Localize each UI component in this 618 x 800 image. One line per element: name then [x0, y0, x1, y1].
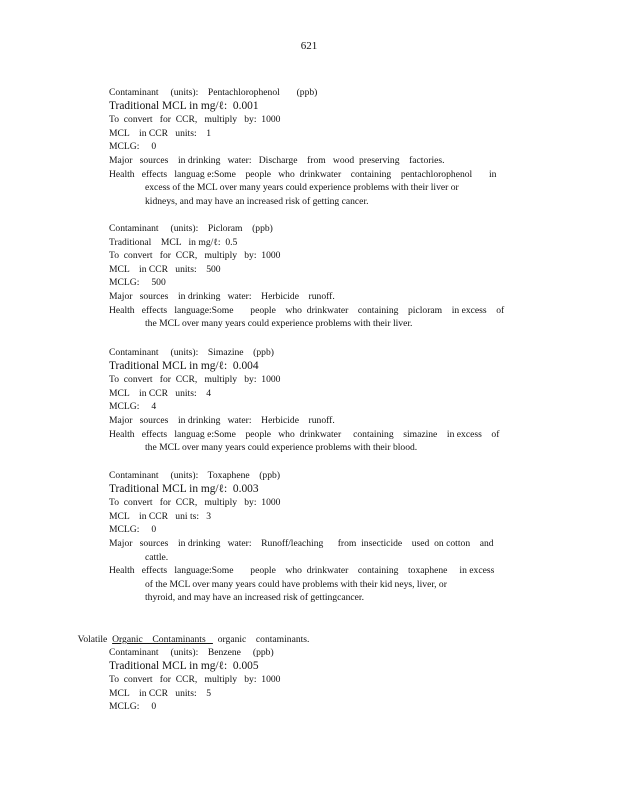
- contaminant-entry-pentachlorophenol: [109, 86, 549, 208]
- health-effects-continuation: kidneys, and may have an increased risk of getting cancer.: [145, 195, 369, 207]
- convert-line: To convert for CCR, multiply by: 1000: [109, 497, 281, 509]
- mclg-line: MCLG: 500: [109, 277, 166, 289]
- contaminant-line: Contaminant (units): Pentachlorophenol (ppb): [109, 87, 318, 98]
- section-heading-underlined: Organic Contaminants: [112, 634, 213, 645]
- sources-line: Major sources in drinking water: Herbicide runoff.: [109, 290, 335, 302]
- health-effects-line: Health effects language:Some people who drinkwater containing picloram in excess of: [109, 304, 505, 316]
- health-effects-continuation: thyroid, and may have an increased risk of gettingcancer.: [145, 592, 364, 604]
- traditional-mcl-line: Traditional MCL in mg/ℓ: 0.004: [109, 359, 259, 372]
- section-heading-prefix: Volatile: [77, 634, 113, 645]
- contaminant-line: Contaminant (units): Toxaphene (ppb): [109, 470, 281, 481]
- health-effects-continuation: excess of the MCL over many years could experience problems with their liver or: [145, 182, 459, 194]
- health-effects-line: Health effects languag e:Some people who drinkwater containing pentachlorophenol in: [109, 168, 497, 180]
- mclg-line: MCLG: 0: [109, 524, 157, 536]
- convert-line: To convert for CCR, multiply by: 1000: [109, 250, 281, 262]
- health-effects-continuation: the MCL over many years could experience problems with their blood.: [145, 442, 418, 454]
- mcl-ccr-line: MCL in CCR uni ts: 3: [109, 510, 211, 522]
- health-effects-continuation: of the MCL over many years could have problems with their kid neys, liver, or: [145, 578, 447, 590]
- health-effects-continuation: the MCL over many years could experience problems with their liver.: [145, 318, 413, 330]
- contaminant-entry-picloram: [109, 222, 549, 331]
- contaminant-line: Contaminant (units): Picloram (ppb): [109, 223, 273, 234]
- traditional-mcl-line: Traditional MCL in mg/ℓ: 0.001: [109, 99, 259, 112]
- contaminant-entry-simazine: [109, 346, 549, 455]
- traditional-mcl-line: Traditional MCL in mg/ℓ: 0.005: [109, 659, 259, 672]
- health-effects-line: Health effects language:Some people who drinkwater containing toxaphene in excess: [109, 565, 495, 577]
- contaminant-entry-toxaphene: [109, 469, 549, 605]
- mclg-line: MCLG: 4: [109, 401, 157, 413]
- traditional-mcl-line: Traditional MCL in mg/ℓ: 0.003: [109, 482, 259, 495]
- mcl-ccr-line: MCL in CCR units: 1: [109, 127, 211, 139]
- mcl-ccr-line: MCL in CCR units: 500: [109, 263, 221, 275]
- convert-line: To convert for CCR, multiply by: 1000: [109, 374, 281, 386]
- sources-continuation: cattle.: [145, 551, 169, 563]
- contaminant-line: Contaminant (units): Benzene (ppb): [109, 647, 274, 658]
- contaminant-entry-benzene: [109, 646, 549, 714]
- convert-line: To convert for CCR, multiply by: 1000: [109, 674, 281, 686]
- mcl-ccr-line: MCL in CCR units: 5: [109, 687, 211, 699]
- mcl-ccr-line: MCL in CCR units: 4: [109, 387, 211, 399]
- mclg-line: MCLG: 0: [109, 141, 157, 153]
- sources-line: Major sources in drinking water: Herbicide runoff.: [109, 414, 335, 426]
- section-heading-volatile-organic: [73, 623, 309, 645]
- convert-line: To convert for CCR, multiply by: 1000: [109, 114, 281, 126]
- page-number: 621: [300, 40, 318, 52]
- traditional-mcl-line: Traditional MCL in mg/ℓ: 0.5: [109, 236, 238, 248]
- contaminant-line: Contaminant (units): Simazine (ppb): [109, 347, 274, 358]
- section-heading-suffix: organic contaminants.: [212, 634, 310, 645]
- mclg-line: MCLG: 0: [109, 701, 157, 713]
- sources-line: Major sources in drinking water: Runoff/leaching from insecticide used on cotton and: [109, 537, 494, 549]
- sources-line: Major sources in drinking water: Discharge from wood preserving factories.: [109, 154, 445, 166]
- health-effects-line: Health effects languag e:Some people who drinkwater containing simazine in excess of: [109, 428, 500, 440]
